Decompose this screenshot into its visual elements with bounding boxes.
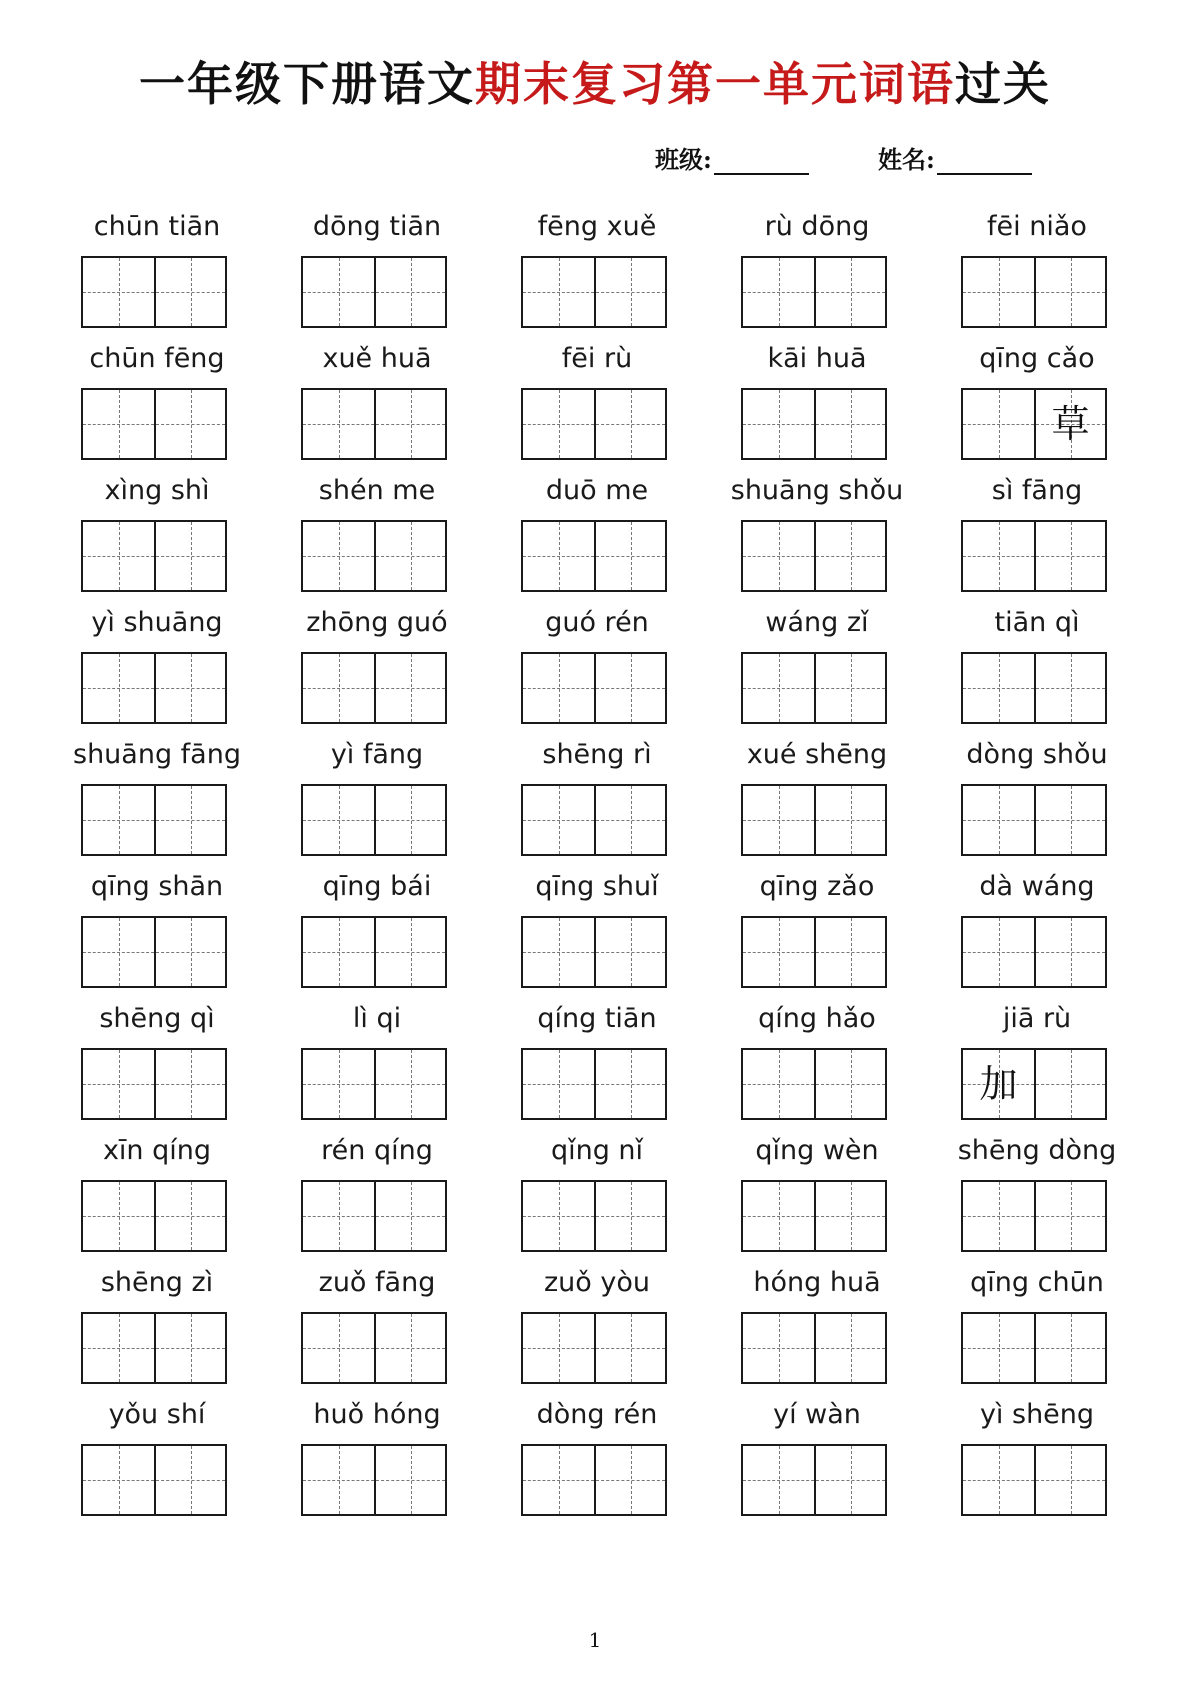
word-item	[47, 865, 267, 997]
word-item	[927, 337, 1147, 469]
tian-zi-grid	[741, 388, 887, 460]
pinyin-label: shuāng fāng	[73, 739, 241, 770]
pinyin-label: qīng shuǐ	[535, 871, 659, 902]
class-label: 班级:	[655, 145, 712, 174]
pinyin-label: xué shēng	[746, 739, 888, 770]
word-item	[267, 733, 487, 865]
writing-box[interactable]	[814, 786, 885, 854]
pinyin-label: qīng chūn	[970, 1267, 1104, 1298]
word-item	[267, 469, 487, 601]
tian-zi-grid	[521, 1444, 667, 1516]
pinyin-label: fēi niǎo	[987, 211, 1087, 242]
word-item	[707, 1129, 927, 1261]
writing-box[interactable]	[963, 1314, 1034, 1382]
writing-box[interactable]	[374, 258, 445, 326]
writing-box[interactable]	[963, 1182, 1034, 1250]
word-item	[707, 337, 927, 469]
writing-box[interactable]	[963, 390, 1034, 458]
pinyin-label: qíng tiān	[537, 1003, 657, 1034]
word-item	[267, 1393, 487, 1525]
word-item	[47, 601, 267, 733]
word-item	[487, 733, 707, 865]
pinyin-label: fēi rù	[561, 343, 633, 374]
tian-zi-grid	[741, 256, 887, 328]
pinyin-label: guó rén	[545, 607, 649, 638]
pinyin-label: yì shēng	[979, 1399, 1095, 1430]
word-item	[927, 1261, 1147, 1393]
writing-box[interactable]	[374, 1314, 445, 1382]
writing-box[interactable]	[523, 786, 594, 854]
title-part-black-end: 过关	[955, 57, 1051, 111]
word-item	[927, 865, 1147, 997]
tian-zi-grid	[301, 520, 447, 592]
writing-box[interactable]	[1034, 522, 1105, 590]
writing-box[interactable]	[303, 1182, 374, 1250]
writing-box[interactable]	[83, 918, 154, 986]
writing-box[interactable]	[523, 1182, 594, 1250]
tian-zi-grid	[81, 520, 227, 592]
tian-zi-grid	[741, 520, 887, 592]
pinyin-label: qīng bái	[322, 871, 432, 902]
writing-box[interactable]	[154, 522, 225, 590]
writing-box[interactable]	[743, 522, 814, 590]
writing-box[interactable]	[594, 1446, 665, 1514]
writing-box[interactable]	[154, 918, 225, 986]
writing-box[interactable]	[83, 786, 154, 854]
tian-zi-grid	[741, 1444, 887, 1516]
tian-zi-grid	[521, 1180, 667, 1252]
writing-box[interactable]	[594, 918, 665, 986]
tian-zi-grid	[301, 1444, 447, 1516]
writing-box[interactable]	[374, 522, 445, 590]
writing-box[interactable]	[154, 1314, 225, 1382]
tian-zi-grid	[521, 652, 667, 724]
pinyin-label: chūn fēng	[89, 343, 225, 374]
writing-box[interactable]	[303, 1314, 374, 1382]
tian-zi-grid	[301, 1180, 447, 1252]
writing-box[interactable]	[743, 1182, 814, 1250]
tian-zi-grid	[81, 1312, 227, 1384]
writing-box[interactable]	[1034, 258, 1105, 326]
page-title	[0, 48, 1190, 114]
writing-box[interactable]	[1034, 1050, 1105, 1118]
word-item	[47, 1261, 267, 1393]
pinyin-label: rén qíng	[321, 1135, 433, 1166]
writing-box[interactable]	[1034, 1446, 1105, 1514]
word-item	[487, 205, 707, 337]
word-item	[707, 469, 927, 601]
writing-box[interactable]	[743, 786, 814, 854]
writing-box[interactable]	[743, 258, 814, 326]
tian-zi-grid	[301, 916, 447, 988]
name-label: 姓名:	[878, 145, 935, 174]
writing-box[interactable]	[743, 1314, 814, 1382]
pinyin-label: xuě huā	[322, 343, 432, 374]
word-item	[47, 1393, 267, 1525]
pinyin-label: dōng tiān	[312, 211, 442, 242]
pinyin-label: zuǒ yòu	[544, 1267, 650, 1298]
writing-box[interactable]	[1034, 654, 1105, 722]
word-item	[487, 337, 707, 469]
writing-box[interactable]	[814, 1050, 885, 1118]
page-number: 1	[588, 1628, 602, 1652]
word-item	[487, 469, 707, 601]
tian-zi-grid	[961, 916, 1107, 988]
tian-zi-grid	[961, 256, 1107, 328]
writing-box[interactable]	[1034, 786, 1105, 854]
tian-zi-grid	[961, 520, 1107, 592]
word-item	[47, 337, 267, 469]
pinyin-label: dòng shǒu	[966, 739, 1108, 770]
pinyin-label: huǒ hóng	[313, 1399, 441, 1430]
pinyin-label: kāi huā	[767, 343, 867, 374]
tian-zi-grid	[961, 1444, 1107, 1516]
word-item	[267, 1129, 487, 1261]
word-item	[487, 1261, 707, 1393]
writing-box[interactable]	[83, 1050, 154, 1118]
pinyin-label: jiā rù	[1002, 1003, 1072, 1034]
word-item	[707, 601, 927, 733]
writing-box[interactable]	[303, 522, 374, 590]
writing-box[interactable]	[963, 522, 1034, 590]
word-item	[47, 1129, 267, 1261]
writing-box[interactable]	[374, 1446, 445, 1514]
tian-zi-grid	[521, 784, 667, 856]
word-item	[927, 1129, 1147, 1261]
tian-zi-grid	[961, 1048, 1107, 1120]
hanzi-char: 草	[1051, 402, 1090, 446]
tian-zi-grid	[81, 1180, 227, 1252]
pinyin-label: shēng zì	[100, 1267, 214, 1298]
name-field	[878, 140, 1032, 175]
tian-zi-grid	[301, 388, 447, 460]
word-item	[927, 733, 1147, 865]
pinyin-label: dà wáng	[979, 871, 1095, 902]
writing-box[interactable]	[743, 1050, 814, 1118]
writing-box[interactable]	[743, 390, 814, 458]
tian-zi-grid	[301, 652, 447, 724]
writing-box[interactable]	[303, 258, 374, 326]
writing-box[interactable]	[154, 654, 225, 722]
pinyin-label: dòng rén	[536, 1399, 658, 1430]
tian-zi-grid	[301, 1048, 447, 1120]
writing-box[interactable]	[594, 258, 665, 326]
pinyin-label: shēng dòng	[957, 1135, 1117, 1166]
writing-box[interactable]	[963, 654, 1034, 722]
writing-box[interactable]	[963, 786, 1034, 854]
writing-box[interactable]	[154, 258, 225, 326]
tian-zi-grid	[521, 388, 667, 460]
pinyin-label: yí wàn	[773, 1399, 861, 1430]
tian-zi-grid	[521, 1048, 667, 1120]
writing-box[interactable]	[594, 522, 665, 590]
pinyin-label: xìng shì	[104, 475, 210, 506]
pinyin-label: yì fāng	[330, 739, 424, 770]
word-item	[927, 205, 1147, 337]
pinyin-label: zuǒ fāng	[318, 1267, 436, 1298]
tian-zi-grid	[521, 520, 667, 592]
writing-box[interactable]	[594, 654, 665, 722]
writing-box[interactable]	[963, 1050, 1034, 1118]
tian-zi-grid	[741, 1180, 887, 1252]
word-item	[707, 733, 927, 865]
word-item	[487, 601, 707, 733]
writing-box[interactable]	[523, 522, 594, 590]
pinyin-label: chūn tiān	[93, 211, 221, 242]
pinyin-label: zhōng guó	[306, 607, 448, 638]
writing-box[interactable]	[83, 1446, 154, 1514]
writing-box[interactable]	[1034, 1182, 1105, 1250]
writing-box[interactable]	[83, 258, 154, 326]
tian-zi-grid	[521, 916, 667, 988]
name-blank[interactable]	[937, 147, 1032, 175]
tian-zi-grid	[961, 1312, 1107, 1384]
pinyin-label: rù dōng	[764, 211, 870, 242]
word-item	[47, 997, 267, 1129]
pinyin-label: qīng shān	[90, 871, 224, 902]
word-item	[47, 205, 267, 337]
writing-box[interactable]	[303, 918, 374, 986]
writing-box[interactable]	[303, 1446, 374, 1514]
pinyin-label: qīng zǎo	[759, 871, 875, 902]
writing-box[interactable]	[374, 918, 445, 986]
tian-zi-grid	[521, 1312, 667, 1384]
writing-box[interactable]	[594, 1314, 665, 1382]
tian-zi-grid	[81, 1048, 227, 1120]
word-item	[927, 997, 1147, 1129]
class-field	[655, 140, 809, 175]
word-item	[927, 1393, 1147, 1525]
tian-zi-grid	[741, 1048, 887, 1120]
tian-zi-grid	[81, 784, 227, 856]
writing-box[interactable]	[83, 390, 154, 458]
pinyin-label: fēng xuě	[537, 211, 657, 242]
tian-zi-grid	[961, 784, 1107, 856]
word-item	[707, 1393, 927, 1525]
word-item	[487, 1393, 707, 1525]
writing-box[interactable]	[523, 918, 594, 986]
writing-box[interactable]	[594, 390, 665, 458]
tian-zi-grid	[301, 784, 447, 856]
word-item	[47, 469, 267, 601]
writing-box[interactable]	[303, 390, 374, 458]
tian-zi-grid	[961, 1180, 1107, 1252]
writing-box[interactable]	[83, 522, 154, 590]
pinyin-label: qǐng wèn	[755, 1135, 879, 1166]
title-part-red: 期末复习第一单元词语	[475, 57, 955, 111]
writing-box[interactable]	[523, 1446, 594, 1514]
writing-box[interactable]	[374, 786, 445, 854]
tian-zi-grid	[81, 652, 227, 724]
title-part-black: 一年级下册语文	[139, 57, 475, 111]
word-item	[267, 865, 487, 997]
word-grid	[47, 205, 1147, 1525]
word-item	[267, 601, 487, 733]
tian-zi-grid	[521, 256, 667, 328]
pinyin-label: shēng rì	[542, 739, 652, 770]
writing-box[interactable]	[814, 654, 885, 722]
pinyin-label: shén me	[318, 475, 436, 506]
writing-box[interactable]	[523, 1050, 594, 1118]
tian-zi-grid	[961, 652, 1107, 724]
writing-box[interactable]	[814, 258, 885, 326]
hanzi-char: 加	[979, 1062, 1018, 1106]
writing-box[interactable]	[83, 654, 154, 722]
writing-box[interactable]	[523, 258, 594, 326]
writing-box[interactable]	[814, 1446, 885, 1514]
tian-zi-grid	[741, 652, 887, 724]
word-item	[707, 997, 927, 1129]
pinyin-label: xīn qíng	[102, 1135, 212, 1166]
tian-zi-grid	[961, 388, 1107, 460]
writing-box[interactable]	[814, 918, 885, 986]
writing-box[interactable]	[743, 654, 814, 722]
pinyin-label: tiān qì	[994, 607, 1080, 638]
writing-box[interactable]	[814, 1182, 885, 1250]
pinyin-label: hóng huā	[753, 1267, 881, 1298]
word-item	[267, 1261, 487, 1393]
word-item	[267, 337, 487, 469]
writing-box[interactable]	[1034, 918, 1105, 986]
writing-box[interactable]	[374, 1050, 445, 1118]
word-item	[927, 469, 1147, 601]
word-item	[487, 997, 707, 1129]
writing-box[interactable]	[154, 390, 225, 458]
writing-box[interactable]	[83, 1314, 154, 1382]
pinyin-label: lì qi	[352, 1003, 402, 1034]
writing-box[interactable]	[963, 1446, 1034, 1514]
tian-zi-grid	[81, 388, 227, 460]
writing-box[interactable]	[523, 1314, 594, 1382]
word-item	[707, 865, 927, 997]
writing-box[interactable]	[743, 1446, 814, 1514]
pinyin-label: shēng qì	[99, 1003, 215, 1034]
pinyin-label: qǐng nǐ	[550, 1135, 644, 1166]
word-item	[707, 1261, 927, 1393]
writing-box[interactable]	[814, 390, 885, 458]
pinyin-label: yǒu shí	[108, 1399, 206, 1430]
tian-zi-grid	[741, 1312, 887, 1384]
writing-box[interactable]	[154, 786, 225, 854]
writing-box[interactable]	[1034, 1314, 1105, 1382]
pinyin-label: qíng hǎo	[758, 1003, 876, 1034]
word-item	[267, 997, 487, 1129]
writing-box[interactable]	[374, 654, 445, 722]
word-item	[267, 205, 487, 337]
tian-zi-grid	[741, 784, 887, 856]
word-item	[487, 865, 707, 997]
word-item	[47, 733, 267, 865]
pinyin-label: qīng cǎo	[979, 343, 1095, 374]
writing-box[interactable]	[594, 1182, 665, 1250]
writing-box[interactable]	[594, 1050, 665, 1118]
tian-zi-grid	[301, 1312, 447, 1384]
writing-box[interactable]	[963, 258, 1034, 326]
writing-box[interactable]	[154, 1446, 225, 1514]
writing-box[interactable]	[523, 654, 594, 722]
writing-box[interactable]	[963, 918, 1034, 986]
pinyin-label: wáng zǐ	[765, 607, 869, 638]
writing-box[interactable]	[154, 1182, 225, 1250]
writing-box[interactable]	[303, 1050, 374, 1118]
writing-box[interactable]	[743, 918, 814, 986]
pinyin-label: sì fāng	[991, 475, 1083, 506]
tian-zi-grid	[741, 916, 887, 988]
tian-zi-grid	[81, 1444, 227, 1516]
word-item	[707, 205, 927, 337]
word-item	[487, 1129, 707, 1261]
writing-box[interactable]	[814, 1314, 885, 1382]
writing-box[interactable]	[303, 654, 374, 722]
word-item	[927, 601, 1147, 733]
writing-box[interactable]	[154, 1050, 225, 1118]
class-blank[interactable]	[714, 147, 809, 175]
writing-box[interactable]	[523, 390, 594, 458]
pinyin-label: yì shuāng	[91, 607, 223, 638]
writing-box[interactable]	[83, 1182, 154, 1250]
writing-box[interactable]	[303, 786, 374, 854]
writing-box[interactable]	[814, 522, 885, 590]
pinyin-label: duō me	[545, 475, 649, 506]
writing-box[interactable]	[374, 1182, 445, 1250]
writing-box[interactable]	[1034, 390, 1105, 458]
tian-zi-grid	[81, 916, 227, 988]
tian-zi-grid	[81, 256, 227, 328]
writing-box[interactable]	[594, 786, 665, 854]
writing-box[interactable]	[374, 390, 445, 458]
pinyin-label: shuāng shǒu	[730, 475, 904, 506]
tian-zi-grid	[301, 256, 447, 328]
